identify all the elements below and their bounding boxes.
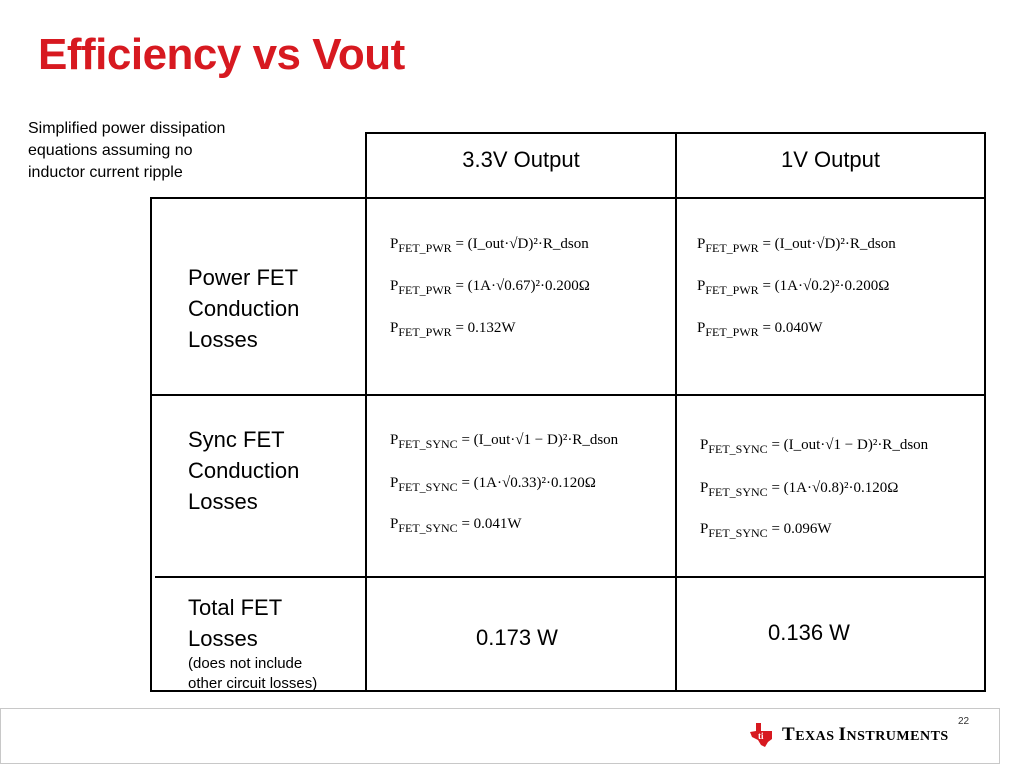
equation: $P_{FET\_SYNC}$ = (I_out·√1 − D)²·R_dson xyxy=(700,437,929,456)
grid-line xyxy=(150,197,986,199)
grid-line xyxy=(984,132,986,692)
grid-line xyxy=(150,197,152,692)
grid-line xyxy=(155,576,986,578)
page-number: 22 xyxy=(958,716,970,727)
equation: $P_{FET\_PWR} = 0.040W$ xyxy=(697,320,823,339)
grid-line xyxy=(150,394,986,396)
total-value-1v: 0.136 W xyxy=(768,620,850,645)
total-value-3v3: 0.173 W xyxy=(476,625,558,650)
equation: $P_{FET\_SYNC} = (1A\cdot√0.8)^2\cdot 0.120\Omega$ xyxy=(700,480,899,499)
grid-line xyxy=(675,132,677,692)
equation: $P_{FET\_PWR} = 0.132W$ xyxy=(390,320,516,339)
equation: $P_{FET\_PWR} = (1A\cdot√0.67)^2\cdot 0.200\Omega$ xyxy=(390,278,590,297)
equation: $P_{FET\_PWR} = (1A\cdot√0.2)^2\cdot 0.200\Omega$ xyxy=(697,278,890,297)
equation: $P_{FET\_SYNC}$ = (I_out·√1 − D)²·R_dson xyxy=(390,432,619,451)
page-title: Efficiency vs Vout xyxy=(38,30,405,79)
svg-text:ti: ti xyxy=(758,731,764,741)
row-label-sync-fet: Sync FET Conduction Losses xyxy=(188,427,300,514)
equation: $P_{FET\_PWR}$ = (I_out·√D)²·R_dson xyxy=(390,236,589,255)
row-label-total: Total FET Losses (does not include other circuit losses) xyxy=(188,595,318,692)
equations-note: Simplified power dissipation equations assuming no inductor current ripple xyxy=(28,120,226,181)
column-header-3v3: 3.3V Output xyxy=(462,147,580,172)
equation: $P_{FET\_PWR}$ = (I_out·√D)²·R_dson xyxy=(697,236,896,255)
equation: $P_{FET\_SYNC} = 0.041W$ xyxy=(390,516,522,535)
logo-wordmark: TEXAS INSTRUMENTS xyxy=(782,724,949,745)
equation: $P_{FET\_SYNC} = 0.096W$ xyxy=(700,521,832,540)
row-label-power-fet: Power FET Conduction Losses xyxy=(188,265,300,352)
equation: $P_{FET\_SYNC} = (1A\cdot√0.33)^2\cdot 0.120\Omega$ xyxy=(390,475,596,494)
texas-instruments-logo xyxy=(748,722,949,748)
column-header-1v: 1V Output xyxy=(780,147,881,172)
grid-line xyxy=(365,132,367,692)
texas-state-icon xyxy=(748,722,774,748)
